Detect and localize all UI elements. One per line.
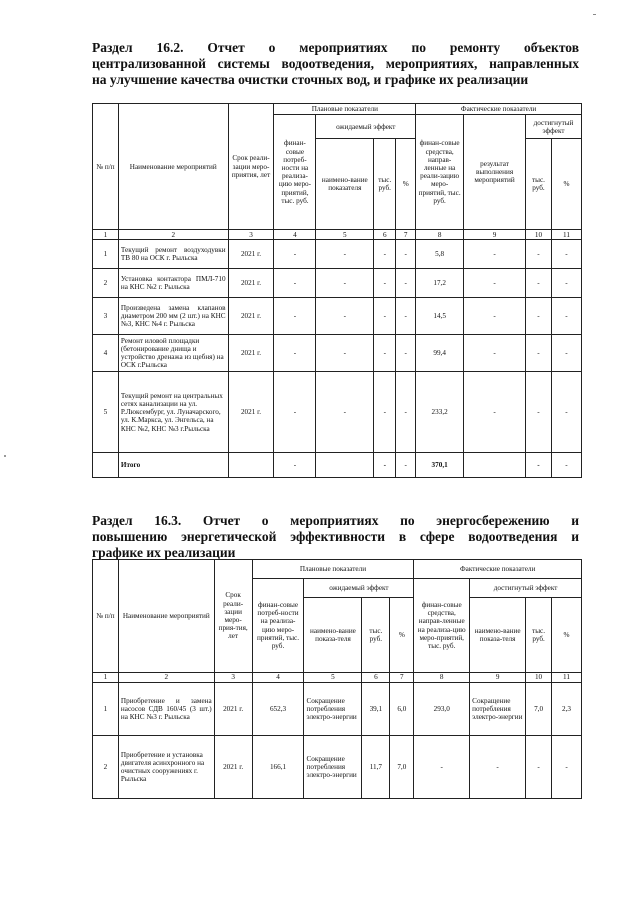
cell: Сокращение потребления электро-энергии [304, 683, 362, 736]
cell: - [374, 335, 396, 372]
header-actual: Фактические показатели [416, 104, 582, 115]
cell: - [525, 335, 551, 372]
cell: - [464, 240, 526, 269]
header-ach-pct: % [552, 598, 582, 673]
row-num: 1 [93, 683, 119, 736]
row-num: 3 [93, 298, 119, 335]
cell: - [526, 736, 552, 799]
cell: - [551, 372, 581, 453]
row-term: 2021 г. [214, 736, 252, 799]
table-row [93, 269, 582, 298]
cell: - [274, 240, 316, 269]
cell: - [396, 372, 416, 453]
cell: Сокращение потребления электро-энергии [304, 736, 362, 799]
cell: - [316, 269, 374, 298]
header-actual: Фактические показатели [414, 560, 582, 579]
cell: 39,1 [362, 683, 390, 736]
cell: 7,0 [390, 736, 414, 799]
cell: - [525, 240, 551, 269]
header-term: Срок реали-зации меро-прия-тия, лет [214, 560, 252, 673]
header-ach-rub: тыс. руб. [526, 598, 552, 673]
header-planned: Плановые показатели [252, 560, 414, 579]
column-number-row [93, 673, 582, 683]
cell: - [274, 372, 316, 453]
cell: - [551, 269, 581, 298]
scan-mark [4, 455, 6, 457]
header-name: Наименование мероприятий [118, 104, 228, 230]
row-name: Ремонт иловой площадки (бетонирование днища и устройство дренажа из щебня) на ОСК г.Рыльска [118, 335, 228, 372]
col-number: 5 [316, 230, 374, 240]
cell: - [396, 240, 416, 269]
cell: - [274, 269, 316, 298]
table-row [93, 683, 582, 736]
cell: - [316, 372, 374, 453]
cell: - [374, 269, 396, 298]
cell: - [464, 298, 526, 335]
cell: - [464, 335, 526, 372]
col-number: 11 [552, 673, 582, 683]
energy-saving-table [92, 559, 582, 799]
col-number: 1 [93, 673, 119, 683]
table-row [93, 240, 582, 269]
header-achieved: достигнутый эффект [470, 579, 582, 598]
col-number: 9 [470, 673, 526, 683]
total-label: Итого [118, 453, 228, 478]
header-num: № п/п [93, 560, 119, 673]
col-number: 7 [390, 673, 414, 683]
row-term: 2021 г. [214, 683, 252, 736]
row-num: 1 [93, 240, 119, 269]
header-planned: Плановые показатели [274, 104, 416, 115]
cell: 293,0 [414, 683, 470, 736]
row-name: Текущий ремонт на центральных сетях канализации на ул. Р.Люксембург, ул. Луначарского, ул. К.Маркса, ул. Энгельса, на КНС №2, КНС №3 г.Рыльска [118, 372, 228, 453]
row-num: 2 [93, 269, 119, 298]
cell: - [552, 736, 582, 799]
title-line: графике их реализации [92, 545, 236, 560]
cell: - [374, 240, 396, 269]
header-term: Срок реали-зации меро-приятия, лет [228, 104, 274, 230]
table-row [93, 736, 582, 799]
cell: 7,0 [526, 683, 552, 736]
cell: - [274, 298, 316, 335]
cell: - [525, 372, 551, 453]
cell: 652,3 [252, 683, 304, 736]
cell: - [374, 453, 396, 478]
col-number: 1 [93, 230, 119, 240]
header-name: Наименование мероприятий [118, 560, 214, 673]
cell: - [525, 298, 551, 335]
table-row [93, 335, 582, 372]
table-row [93, 372, 582, 453]
cell: 14,5 [416, 298, 464, 335]
header-exp-name: наимено-вание показателя [316, 139, 374, 230]
row-name: Приобретение и установка двигателя асинхронного на очистных сооружениях г. Рыльска [118, 736, 214, 799]
header-expected: ожидаемый эффект [304, 579, 414, 598]
cell: - [316, 298, 374, 335]
header-exp-pct: % [396, 139, 416, 230]
row-num: 2 [93, 736, 119, 799]
cell: - [551, 335, 581, 372]
col-number: 11 [551, 230, 581, 240]
repair-measures-table [92, 103, 582, 478]
col-number: 9 [464, 230, 526, 240]
row-name: Приобретение и замена насосов СДВ 160/45 (3 шт.) на КНС №3 г. Рыльска [118, 683, 214, 736]
cell: - [464, 372, 526, 453]
scan-mark [593, 14, 596, 15]
col-number: 3 [214, 673, 252, 683]
cell: - [396, 335, 416, 372]
col-number: 6 [374, 230, 396, 240]
cell: - [525, 269, 551, 298]
cell: - [274, 453, 316, 478]
col-number: 7 [396, 230, 416, 240]
col-number: 8 [416, 230, 464, 240]
header-ach-rub: тыс. руб. [525, 139, 551, 230]
cell: 166,1 [252, 736, 304, 799]
title-line: централизованной системы водоотведения, мероприятиях, направленных [92, 56, 579, 71]
header-exp-pct: % [390, 598, 414, 673]
col-number: 6 [362, 673, 390, 683]
title-line: на улучшение качества очистки сточных вод, и графике их реализации [92, 72, 529, 87]
header-expected: ожидаемый эффект [316, 115, 416, 139]
column-number-row [93, 230, 582, 240]
header-exp-name: наимено-вание показа-теля [304, 598, 362, 673]
cell: - [551, 298, 581, 335]
cell [93, 453, 119, 478]
cell: - [551, 240, 581, 269]
cell: 2,3 [552, 683, 582, 736]
cell: - [551, 453, 581, 478]
title-line: повышению энергетической эффективности в сфере водоотведения и [92, 529, 579, 544]
cell [228, 453, 274, 478]
header-num: № п/п [93, 104, 119, 230]
row-term: 2021 г. [228, 298, 274, 335]
total-row [93, 453, 582, 478]
col-number: 2 [118, 673, 214, 683]
cell: - [396, 298, 416, 335]
header-fact-result: результат выполнения мероприятий [464, 115, 526, 230]
row-num: 4 [93, 335, 119, 372]
cell: 11,7 [362, 736, 390, 799]
title-line: Раздел 16.3. Отчет о мероприятиях по энергосбережению и [92, 513, 579, 528]
row-name: Текущий ремонт воздуходувки ТВ 80 на ОСК г. Рыльска [118, 240, 228, 269]
cell: - [414, 736, 470, 799]
header-plan-fin: финан-совые потреб-ности на реализа-цию меро-приятий, тыс. руб. [252, 579, 304, 673]
cell: 99,4 [416, 335, 464, 372]
col-number: 4 [274, 230, 316, 240]
col-number: 8 [414, 673, 470, 683]
header-exp-rub: тыс. руб. [362, 598, 390, 673]
row-term: 2021 г. [228, 372, 274, 453]
row-term: 2021 г. [228, 335, 274, 372]
cell: - [464, 269, 526, 298]
header-achieved: достигнутый эффект [525, 115, 581, 139]
table-row [93, 298, 582, 335]
col-number: 4 [252, 673, 304, 683]
cell: - [470, 736, 526, 799]
cell: - [316, 335, 374, 372]
section-16-2-title [92, 40, 579, 88]
cell: 233,2 [416, 372, 464, 453]
row-name: Произведена замена клапанов диаметром 200 мм (2 шт.) на КНС №3, КНС №4 г. Рыльска [118, 298, 228, 335]
cell: - [525, 453, 551, 478]
header-fact-fin: финан-совые средства, направ-ленные на реализа-цию меро-приятий, тыс. руб. [414, 579, 470, 673]
header-ach-pct: % [551, 139, 581, 230]
cell: - [274, 335, 316, 372]
cell: 17,2 [416, 269, 464, 298]
header-exp-rub: тыс. руб. [374, 139, 396, 230]
header-plan-fin: финан-совые потреб-ности на реализа-цию меро-приятий, тыс. руб. [274, 115, 316, 230]
col-number: 2 [118, 230, 228, 240]
row-name: Установка контактора ПМЛ-710 на КНС №2 г. Рыльска [118, 269, 228, 298]
row-num: 5 [93, 372, 119, 453]
total-value: 370,1 [416, 453, 464, 478]
cell [316, 453, 374, 478]
cell [464, 453, 526, 478]
col-number: 3 [228, 230, 274, 240]
row-term: 2021 г. [228, 240, 274, 269]
row-term: 2021 г. [228, 269, 274, 298]
cell: - [316, 240, 374, 269]
header-fact-fin: финан-совые средства, направ-ленные на реали-зацию меро-приятий, тыс. руб. [416, 115, 464, 230]
cell: Сокращение потребления электро-энергии [470, 683, 526, 736]
section-16-3-title [92, 513, 579, 561]
col-number: 5 [304, 673, 362, 683]
col-number: 10 [526, 673, 552, 683]
cell: - [396, 269, 416, 298]
cell: - [374, 372, 396, 453]
cell: 6,0 [390, 683, 414, 736]
cell: 5,8 [416, 240, 464, 269]
cell: - [396, 453, 416, 478]
cell: - [374, 298, 396, 335]
header-ach-name: наимено-вание показа-теля [470, 598, 526, 673]
title-line: Раздел 16.2. Отчет о мероприятиях по ремонту объектов [92, 40, 579, 55]
col-number: 10 [525, 230, 551, 240]
